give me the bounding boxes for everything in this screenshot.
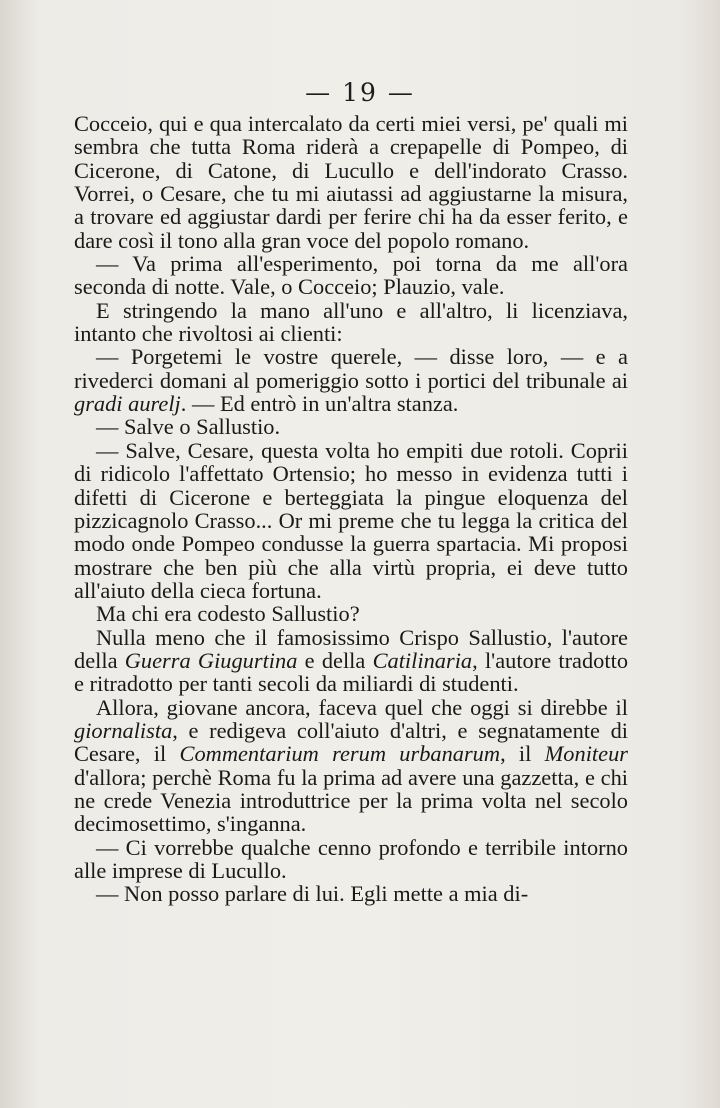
text-run: — Porgetemi le vostre querele, — disse loro, — e a rivederci domani al pomeriggio sotto i portici del tribunale ai <box>74 344 628 393</box>
paragraph <box>74 112 628 252</box>
italic-text: Guerra Giugurtina <box>124 647 298 673</box>
paragraph <box>74 602 628 625</box>
paragraph <box>74 696 628 836</box>
italic-text: Commentarium rerum urbanarum <box>179 741 501 767</box>
paragraph <box>74 836 628 883</box>
text-run: — Non posso parlare di lui. Egli mette a mia di- <box>96 881 529 907</box>
italic-text: gradi aurelj <box>74 391 181 417</box>
text-run: , il <box>500 741 545 767</box>
text-run: — Salve o Sallustio. <box>96 414 281 440</box>
text-run: , l'autore tradotto e ritradotto per tanti secoli da miliardi di studenti. <box>74 647 629 697</box>
text-run: , e redigeva coll'aiuto d'altri, e segnatamente di Cesare, il <box>74 717 628 767</box>
text-run: . — Ed entrò in un'altra stanza. <box>180 391 459 417</box>
text-run: — Salve, Cesare, questa volta ho empiti due rotoli. Coprii di ridicolo l'affettato Ortensio; ho messo in evidenza tutti i difetti di Cicerone e berteggiata la pingue eloquenza del pizzicagnolo Crasso... Or mi preme che tu legga la critica del modo onde Pompeo condusse la guerra spartacia. Mi proposi mostrare che ben più che alla virtù propria, ei deve tutto all'aiuto della cieca fortuna. <box>74 437 628 603</box>
text-run: Nulla meno che il famosissimo Crispo Sallustio, l'autore della <box>74 624 628 673</box>
paragraph <box>74 415 628 438</box>
italic-text: giornalista <box>74 717 173 743</box>
text-run: e della <box>297 647 373 673</box>
text-run: — Ci vorrebbe qualche cenno profondo e terribile intorno alle imprese di Lucullo. <box>74 834 628 883</box>
paragraph <box>74 299 628 346</box>
text-run: E stringendo la mano all'uno e all'altro, li licenziava, intanto che rivoltosi ai clienti: <box>74 297 628 347</box>
paragraph <box>74 882 628 905</box>
paragraph <box>74 345 628 415</box>
text-run: d'allora; perchè Roma fu la prima ad avere una gazzetta, e chi ne crede Venezia introduttrice per la prima volta nel secolo decimosettimo, s'inganna. <box>74 764 628 837</box>
paragraph <box>74 626 628 696</box>
paragraph <box>74 252 628 299</box>
paragraph <box>74 439 628 602</box>
text-run: Ma chi era codesto Sallustio? <box>96 601 360 627</box>
text-run: Cocceio, qui e qua intercalato da certi miei versi, pe' quali mi sembra che tutta Roma riderà a crepapelle di Pompeo, di Cicerone, di Catone, di Lucullo e dell'indorato Crasso. Vorrei, o Cesare, che tu mi aiutassi ad aggiustarne la misura, a trovare ed aggiustar dardi per ferire chi ha da esser ferito, e dare così il tono alla gran voce del popolo romano. <box>74 111 628 253</box>
italic-text: Moniteur <box>544 741 628 767</box>
body-text <box>74 112 628 906</box>
text-run: — Va prima all'esperimento, poi torna da me all'ora seconda di notte. Vale, o Cocceio; Plauzio, vale. <box>74 251 628 300</box>
page-number: — 19 — <box>305 78 415 107</box>
italic-text: Catilinaria <box>372 647 473 673</box>
text-run: Allora, giovane ancora, faceva quel che oggi si direbbe il <box>96 694 628 720</box>
